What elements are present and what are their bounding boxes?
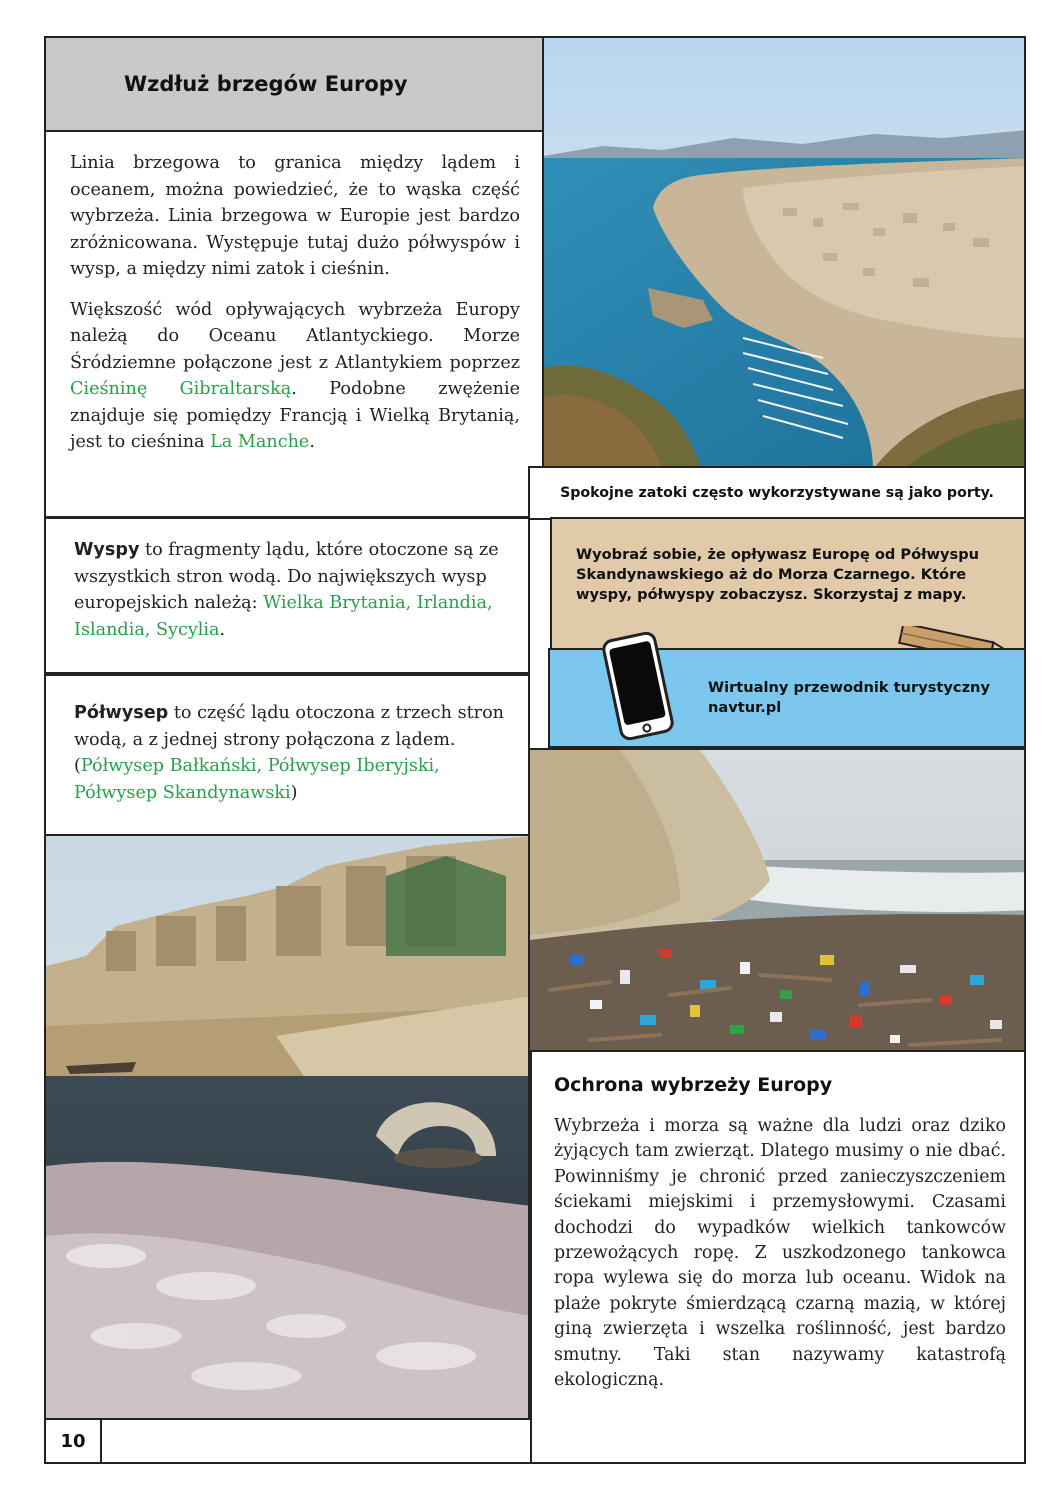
page-number: 10: [60, 1430, 86, 1452]
islands-end: .: [219, 619, 226, 640]
islands-examples: Wielka Brytania, Irlandia, Islandia, Sycylia: [74, 593, 493, 640]
peninsula-term: Półwysep: [74, 703, 169, 723]
coast-protection-section: [530, 1050, 1026, 1464]
smartphone-icon: [598, 630, 678, 742]
intro-p2-text-c: .: [309, 432, 315, 452]
gibraltar-strait-term: Cieśninę Gibraltarską: [70, 379, 292, 399]
intro-section: [44, 132, 544, 518]
protection-heading: Ochrona wybrzeży Europy: [554, 1074, 833, 1096]
islands-section: [44, 517, 530, 674]
beach-litter-photo: [528, 748, 1026, 1052]
peninsula-definition: to część lądu otoczona z trzech stron wodą, a z jednej strony połączona z lądem. (: [74, 703, 505, 776]
guide-site-link[interactable]: navtur.pl: [708, 699, 782, 716]
title-bar: [44, 36, 544, 132]
guide-label: Wirtualny przewodnik turystyczny: [708, 679, 990, 696]
intro-paragraph-1: Linia brzegowa to granica między lądem i oceanem, można powiedzieć, że to wąska część wybrzeża. Linia brzegowa w Europie jest bardzo zróżnicowana. Występuje tutaj dużo półwyspów i wysp, a między nimi zatok i cieśnin.: [70, 153, 520, 279]
intro-p2-text-b: . Podobne zwężenie znajduje się pomiędzy Francją i Wielką Brytanią, jest to cieśnina: [70, 379, 520, 452]
guide-text: [708, 678, 1024, 718]
intro-paragraph-2: [70, 297, 520, 456]
protection-paragraph: Wybrzeża i morza są ważne dla ludzi oraz dziko żyjących tam zwierząt. Dlatego musimy o nie dbać. Powinniśmy je chronić przed zanieczyszczeniem ściekami miejskimi i przemysłowymi. Czasami dochodzi do wypadków wielkich tankowców przewożących ropę. Z uszkodzonego tankowca ropa wylewa się do morza lub oceanu. Widok na plaże pokryte śmierdzącą czarną mazią, w której giną zwierzęta i wszelka roślinność, jest bardzo smutny. Taki stan nazywamy katastrofą ekologiczną.: [554, 1116, 1006, 1391]
page-number-box: [44, 1418, 102, 1464]
islands-definition: to fragmenty lądu, które otoczone są ze wszystkich stron wodą. Do największych wysp europejskich należą:: [74, 540, 499, 613]
coast-harbour-photo: [541, 36, 1026, 468]
islands-paragraph: [74, 537, 512, 643]
la-manche-term: La Manche: [210, 432, 310, 452]
page-title: Wzdłuż brzegów Europy: [124, 72, 408, 96]
coast-caption-text: Spokojne zatoki często wykorzystywane są jako porty.: [560, 485, 994, 501]
task-text: Wyobraź sobie, że opływasz Europę od Półwyspu Skandynawskiego aż do Morza Czarnego. Które wyspy, półwyspy zobaczysz. Skorzystaj z mapy.: [576, 546, 980, 603]
peninsula-section: [44, 674, 530, 836]
sewage-pipe-photo: [44, 834, 530, 1420]
coast-photo-caption: [528, 466, 1026, 520]
intro-p2-text-a: Większość wód opływających wybrzeża Europy należą do Oceanu Atlantyckiego. Morze Śródziemne połączone jest z Atlantykiem poprzez: [70, 299, 520, 373]
peninsula-end: ): [290, 782, 298, 803]
peninsula-paragraph: [74, 700, 514, 806]
peninsula-examples: Półwysep Bałkański, Półwysep Iberyjski, Półwysep Skandynawski: [74, 756, 440, 803]
islands-term: Wyspy: [74, 540, 140, 560]
